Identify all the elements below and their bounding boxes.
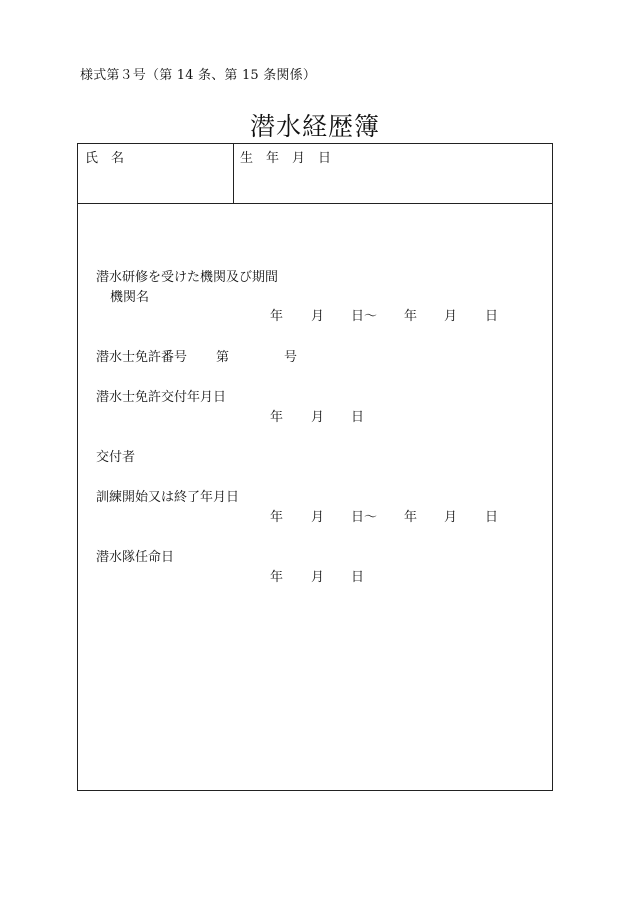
- form-number: 様式第３号（第 14 条、第 15 条関係）: [80, 68, 317, 83]
- license-date-label: 潜水士免許交付年月日: [96, 390, 227, 405]
- name-label: 氏 名: [85, 151, 125, 166]
- record-frame: [77, 143, 553, 791]
- training-start-day: 日～: [351, 309, 378, 324]
- appointment-month: 月: [311, 570, 325, 585]
- appointment-year: 年: [270, 570, 284, 585]
- license-number-label: 潜水士免許番号: [96, 350, 188, 365]
- training-end-month: 月: [444, 309, 458, 324]
- appointment-day: 日: [351, 570, 365, 585]
- license-date-day: 日: [351, 410, 365, 425]
- header-column-divider: [233, 144, 234, 203]
- training-period-start-year: 年: [270, 510, 284, 525]
- training-period-start-day: 日～: [351, 510, 378, 525]
- institution-name-label: 機関名: [110, 290, 150, 305]
- header-row-divider: [78, 203, 552, 204]
- birthdate-label: 生 年 月 日: [240, 151, 332, 166]
- training-period-label: 訓練開始又は終了年月日: [96, 490, 240, 505]
- issuer-label: 交付者: [96, 450, 136, 465]
- training-period-end-year: 年: [404, 510, 418, 525]
- training-start-month: 月: [311, 309, 325, 324]
- training-end-year: 年: [404, 309, 418, 324]
- training-period-end-month: 月: [444, 510, 458, 525]
- license-number-suffix: 号: [284, 350, 298, 365]
- license-date-year: 年: [270, 410, 284, 425]
- appointment-label: 潜水隊任命日: [96, 550, 175, 565]
- training-period-end-day: 日: [485, 510, 499, 525]
- license-date-month: 月: [311, 410, 325, 425]
- training-period-start-month: 月: [311, 510, 325, 525]
- training-label: 潜水研修を受けた機関及び期間: [96, 270, 279, 285]
- training-end-day: 日: [485, 309, 499, 324]
- document-title: 潜水経歴簿: [249, 112, 380, 141]
- training-start-year: 年: [270, 309, 284, 324]
- license-number-prefix: 第: [216, 350, 230, 365]
